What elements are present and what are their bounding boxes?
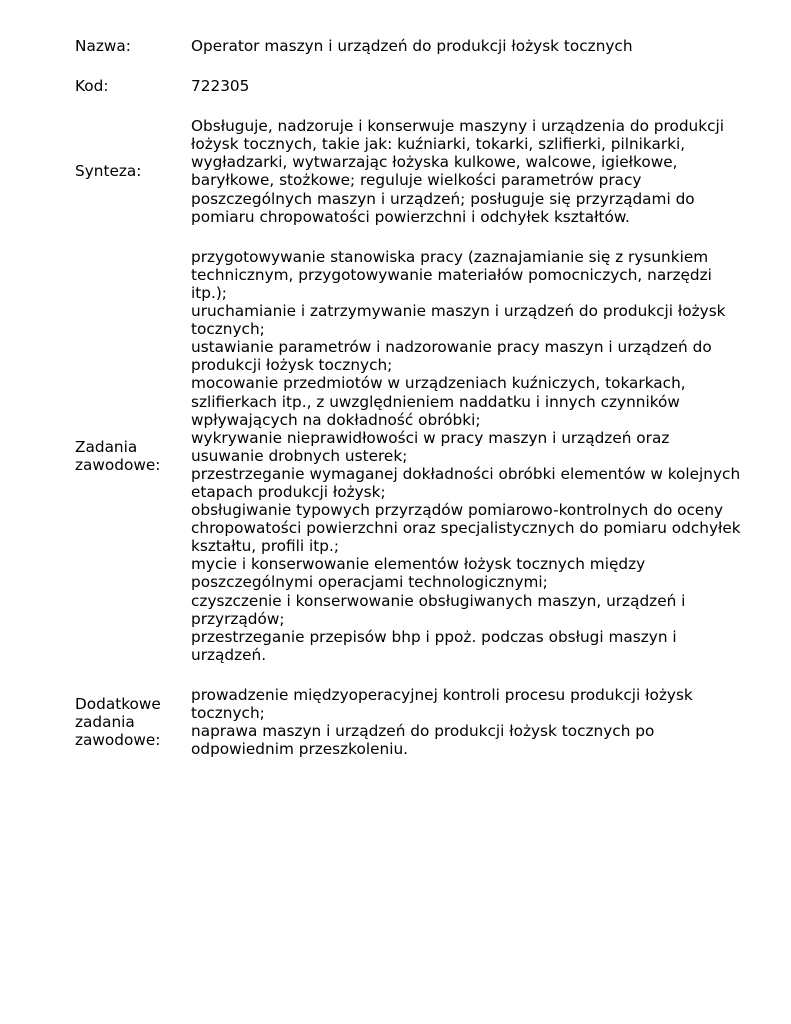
task-line: przestrzeganie wymaganej dokładności obróbki elementów w kolejnych — [191, 464, 741, 483]
task-line: ustawianie parametrów i nadzorowanie pracy maszyn i urządzeń do — [191, 338, 712, 357]
occupation-document — [75, 37, 765, 758]
task-line: przygotowywanie stanowiska pracy (zaznajamianie się z rysunkiem — [191, 247, 709, 266]
additional-tasks-row — [75, 686, 765, 758]
task-line: chropowatości powierzchni oraz specjalistycznych do pomiaru odchyłek — [191, 519, 741, 538]
task-line: usuwanie drobnych usterek; — [191, 446, 408, 465]
additional-task-line: prowadzenie międzyoperacyjnej kontroli procesu produkcji łożysk — [191, 685, 693, 704]
task-line: itp.); — [191, 283, 227, 302]
name-label: Nazwa: — [75, 37, 131, 55]
occupation-fields-table — [75, 37, 765, 758]
task-line: kształtu, profili itp.; — [191, 537, 339, 556]
tasks-label — [75, 248, 191, 664]
additional-tasks-label-line: zawodowe: — [75, 731, 161, 750]
task-line: etapach produkcji łożysk; — [191, 482, 386, 501]
synthesis-line: pomiaru chropowatości powierzchni i odchyłek kształtów. — [191, 207, 630, 226]
synthesis-line: Obsługuje, nadzoruje i konserwuje maszyny i urządzenia do produkcji — [191, 117, 725, 136]
additional-tasks-label — [75, 686, 191, 758]
code-value: 722305 — [191, 77, 250, 96]
task-line: tocznych; — [191, 320, 265, 339]
tasks-row — [75, 248, 765, 664]
synthesis-row — [75, 117, 765, 226]
task-line: wykrywanie nieprawidłowości w pracy maszyn i urządzeń oraz — [191, 428, 670, 447]
task-line: mocowanie przedmiotów w urządzeniach kuźniczych, tokarkach, — [191, 374, 686, 393]
synthesis-line: łożysk tocznych, takie jak: kuźniarki, tokarki, szlifierki, pilnikarki, — [191, 135, 686, 154]
tasks-label-line: zawodowe: — [75, 455, 161, 474]
tasks-label-line: Zadania — [75, 437, 138, 456]
additional-task-line: odpowiednim przeszkoleniu. — [191, 740, 409, 759]
task-line: poszczególnymi operacjami technologicznymi; — [191, 573, 548, 592]
additional-task-line: naprawa maszyn i urządzeń do produkcji łożysk tocznych po — [191, 722, 655, 741]
additional-tasks-label-line: zadania — [75, 713, 135, 732]
synthesis-label: Synteza: — [75, 162, 142, 181]
additional-tasks-label-line: Dodatkowe — [75, 694, 161, 713]
task-line: czyszczenie i konserwowanie obsługiwanych maszyn, urządzeń i — [191, 591, 686, 610]
additional-task-line: tocznych; — [191, 704, 265, 722]
task-line: urządzeń. — [191, 645, 267, 664]
code-row — [75, 77, 765, 95]
task-line: szlifierkach itp., z uwzględnieniem naddatku i innych czynników — [191, 392, 680, 411]
name-value: Operator maszyn i urządzeń do produkcji łożysk tocznych — [191, 37, 633, 55]
task-line: produkcji łożysk tocznych; — [191, 356, 393, 375]
task-line: mycie i konserwowanie elementów łożysk tocznych między — [191, 555, 646, 574]
synthesis-line: baryłkowe, stożkowe; reguluje wielkości parametrów pracy — [191, 171, 642, 190]
synthesis-line: poszczególnych maszyn i urządzeń; posługuje się przyrządami do — [191, 189, 695, 208]
task-line: technicznym, przygotowywanie materiałów pomocniczych, narzędzi — [191, 265, 712, 284]
synthesis-value — [191, 117, 765, 226]
task-line: przyrządów; — [191, 609, 285, 628]
tasks-value — [191, 248, 765, 664]
task-line: uruchamianie i zatrzymywanie maszyn i urządzeń do produkcji łożysk — [191, 302, 726, 321]
code-label: Kod: — [75, 77, 109, 96]
additional-tasks-value — [191, 686, 765, 758]
task-line: obsługiwanie typowych przyrządów pomiarowo-kontrolnych do oceny — [191, 501, 724, 520]
name-row — [75, 37, 765, 55]
synthesis-line: wygładzarki, wytwarzając łożyska kulkowe, walcowe, igiełkowe, — [191, 153, 678, 172]
task-line: wpływających na dokładność obróbki; — [191, 410, 481, 429]
task-line: przestrzeganie przepisów bhp i ppoż. podczas obsługi maszyn i — [191, 627, 677, 646]
